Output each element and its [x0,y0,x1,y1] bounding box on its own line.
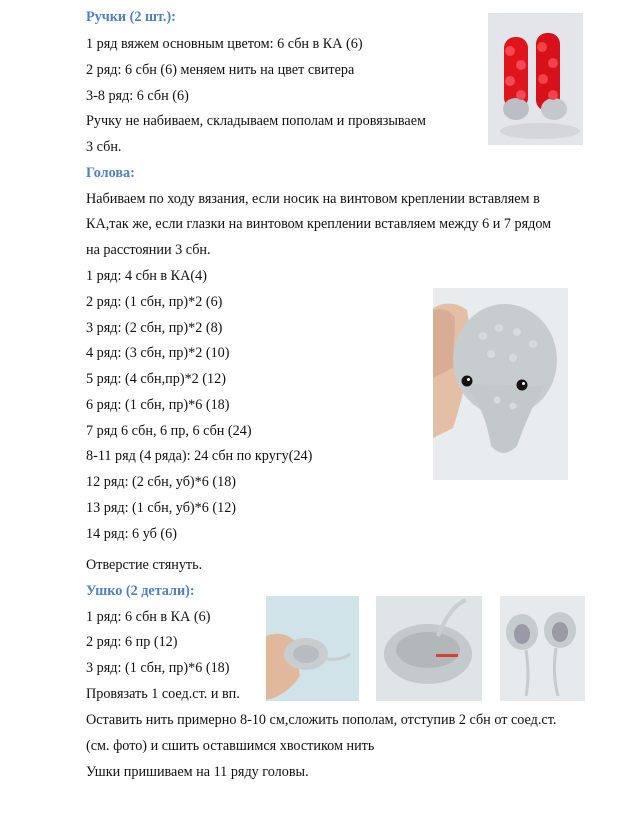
text-line: Отверстие стянуть. [86,557,203,573]
text-line: Набиваем по ходу вязания, если носик на винтовом креплении вставляем в [86,191,540,207]
text-line: 4 ряд: (3 сбн, пр)*2 (10) [86,345,230,361]
text-line: Ушки пришиваем на 11 ряду головы. [86,764,309,780]
section-heading-arms: Ручки (2 шт.): [86,9,176,25]
text-line: 1 ряд: 6 сбн в КА (6) [86,609,211,625]
text-line: (см. фото) и сшить оставшимся хвостиком нить [86,738,375,754]
text-line: 1 ряд вяжем основным цветом: 6 сбн в КА (6) [86,36,363,52]
text-line: 12 ряд: (2 сбн, уб)*6 (18) [86,474,237,490]
text-line: Оставить нить примерно 8-10 см,сложить пополам, отступив 2 сбн от соед.ст. [86,712,557,728]
text-line: Ручку не набиваем, складываем пополам и провязываем [86,113,426,129]
text-line: 2 ряд: 6 сбн (6) меняем нить на цвет свитера [86,62,355,78]
text-line: 13 ряд: (1 сбн, уб)*6 (12) [86,500,237,516]
text-line: 14 ряд: 6 уб (6) [86,526,177,542]
arms-photo [488,13,583,145]
text-line: Провязать 1 соед.ст. и вп. [86,686,240,702]
head-photo [433,288,568,480]
text-line: 3 сбн. [86,139,122,155]
section-heading-head: Голова: [86,165,135,181]
text-line: 7 ряд 6 сбн, 6 пр, 6 сбн (24) [86,423,252,439]
text-line: 2 ряд: (1 сбн, пр)*2 (6) [86,294,223,310]
text-line: 8-11 ряд (4 ряда): 24 сбн по кругу(24) [86,448,313,464]
ear-photo-3 [500,596,585,701]
text-line: на расстоянии 3 сбн. [86,242,211,258]
text-line: 3 ряд: (1 сбн, пр)*6 (18) [86,660,230,676]
text-line: 2 ряд: 6 пр (12) [86,634,178,650]
text-line: 5 ряд: (4 сбн,пр)*2 (12) [86,371,226,387]
text-line: 3-8 ряд: 6 сбн (6) [86,88,189,104]
text-line: КА,так же, если глазки на винтовом креплении вставляем между 6 и 7 рядом [86,216,552,232]
ear-photo-1 [266,596,359,701]
text-line: 3 ряд: (2 сбн, пр)*2 (8) [86,320,223,336]
section-heading-ear: Ушко (2 детали): [86,583,195,599]
text-line: 6 ряд: (1 сбн, пр)*6 (18) [86,397,230,413]
text-line: 1 ряд: 4 сбн в КА(4) [86,268,207,284]
ear-photo-2 [376,596,482,701]
